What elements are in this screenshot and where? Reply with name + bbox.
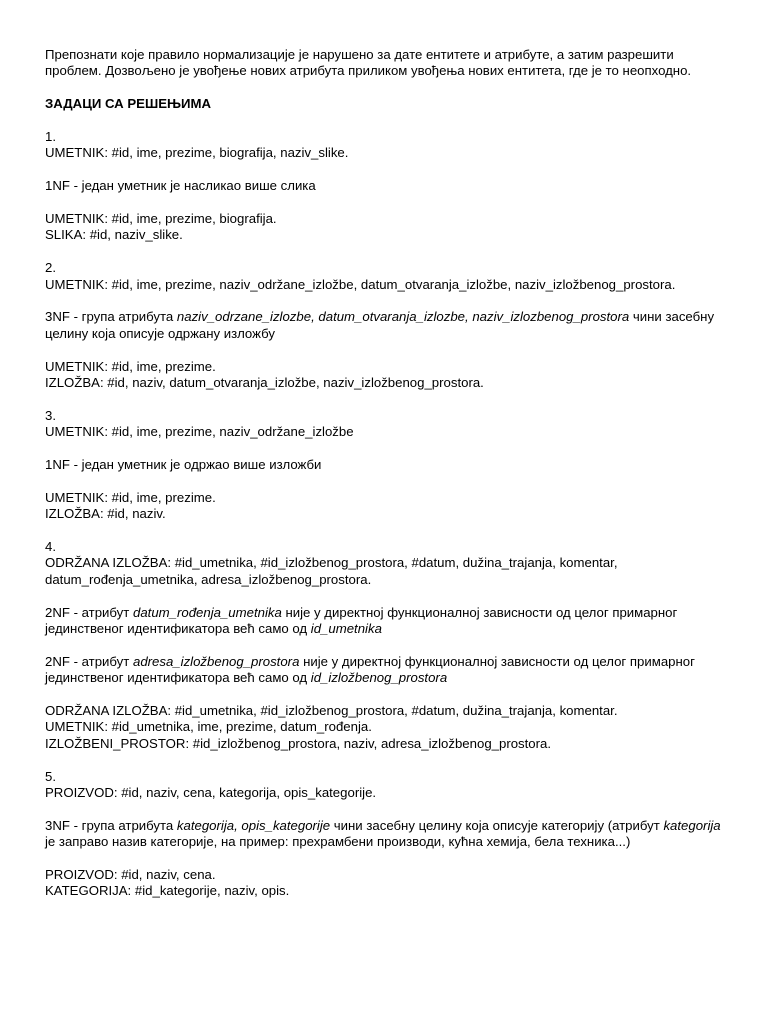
note-text: 1NF - један уметник је одржао више изложби	[45, 457, 322, 473]
task-list	[45, 129, 728, 900]
attribute-name: adresa_izložbenog_prostora	[132, 653, 300, 669]
attribute-name: naziv_odrzane_izlozbe, datum_otvaranja_izlozbe, naziv_izlozbenog_prostora	[176, 309, 630, 325]
note-text: 3NF - група атрибута	[45, 817, 177, 833]
task-number: 3.	[45, 407, 56, 423]
task-block	[45, 129, 728, 244]
task-block	[45, 408, 728, 523]
note-text: није у директној функционалној зависности од целог примарног јединственог идентификатора већ само од	[45, 604, 678, 637]
note-text: 1NF - један уметник је насликао више слика	[45, 178, 316, 194]
note-text: није у директној функционалној зависности од целог примарног јединственог идентификатора већ само од	[45, 653, 695, 686]
normalization-note	[45, 818, 728, 851]
solution-schema: UMETNIK: #id, ime, prezime, biografija.	[45, 211, 277, 226]
solution-schema: ODRŽANA IZLOŽBA: #id_umetnika, #id_izložbenog_prostora, #datum, dužina_trajanja, komentar.	[45, 703, 618, 719]
normalization-note	[45, 309, 728, 342]
normalization-note	[45, 605, 728, 638]
note-text: је заправо назив категорије, на пример: прехрамбени производи, кућна хемија, бела техника...)	[45, 834, 631, 850]
task-number: 4.	[45, 539, 56, 555]
solution-schema: UMETNIK: #id_umetnika, ime, prezime, datum_rođenja.	[45, 719, 372, 735]
task-number: 1.	[45, 129, 56, 144]
note-text: чини засебну целину која описује категорију (атрибут	[330, 817, 664, 833]
note-text: 3NF - група атрибута	[45, 309, 177, 325]
intro-paragraph: Препознати које правило нормализације је нарушено за дате ентитете и атрибуте, а затим разрешити проблем. Дозвољено је увођење нових атрибута приликом увођења нових ентитета, где је то неопходно.	[45, 47, 692, 79]
solution-schema: PROIZVOD: #id, naziv, cena.	[45, 867, 216, 883]
note-text: чини засебну целину која описује одржану изложбу	[45, 309, 715, 341]
attribute-name: kategorija	[663, 817, 721, 833]
attribute-name: id_izložbenog_prostora	[310, 670, 448, 686]
solution-schema: IZLOŽBA: #id, naziv.	[45, 506, 166, 522]
task-block	[45, 769, 728, 900]
task-number: 5.	[45, 768, 56, 784]
normalization-note	[45, 654, 728, 687]
attribute-name: id_umetnika	[310, 621, 382, 637]
normalization-note	[45, 178, 728, 194]
note-text: 2NF - атрибут	[45, 604, 133, 620]
task-block	[45, 539, 728, 752]
given-schema: UMETNIK: #id, ime, prezime, biografija, naziv_slike.	[45, 145, 349, 161]
solution-schema: IZLOŽBA: #id, naziv, datum_otvaranja_izložbe, naziv_izložbenog_prostora.	[45, 375, 484, 391]
attribute-name: kategorija, opis_kategorije	[176, 817, 331, 833]
task-block	[45, 260, 728, 391]
note-text: 2NF - атрибут	[45, 653, 133, 669]
given-schema: UMETNIK: #id, ime, prezime, naziv_održane_izložbe	[45, 424, 354, 440]
given-schema: PROIZVOD: #id, naziv, cena, kategorija, opis_kategorije.	[45, 785, 377, 801]
solution-schema: IZLOŽBENI_PROSTOR: #id_izložbenog_prostora, naziv, adresa_izložbenog_prostora.	[45, 735, 552, 751]
section-heading: ЗАДАЦИ СА РЕШЕЊИМА	[45, 96, 211, 112]
task-number: 2.	[45, 260, 56, 276]
solution-schema: UMETNIK: #id, ime, prezime.	[45, 358, 216, 374]
given-schema: ODRŽANA IZLOŽBA: #id_umetnika, #id_izložbenog_prostora, #datum, dužina_trajanja, komentar, datum_rođenja_umetnika, adresa_izložbenog_prostora.	[45, 555, 618, 587]
given-schema: UMETNIK: #id, ime, prezime, naziv_održane_izložbe, datum_otvaranja_izložbe, naziv_izložbenog_prostora.	[45, 276, 676, 292]
solution-schema: KATEGORIJA: #id_kategorije, naziv, opis.	[45, 883, 290, 899]
solution-schema: SLIKA: #id, naziv_slike.	[45, 227, 183, 243]
attribute-name: datum_rođenja_umetnika	[132, 604, 282, 620]
normalization-note	[45, 457, 728, 473]
solution-schema: UMETNIK: #id, ime, prezime.	[45, 489, 216, 505]
